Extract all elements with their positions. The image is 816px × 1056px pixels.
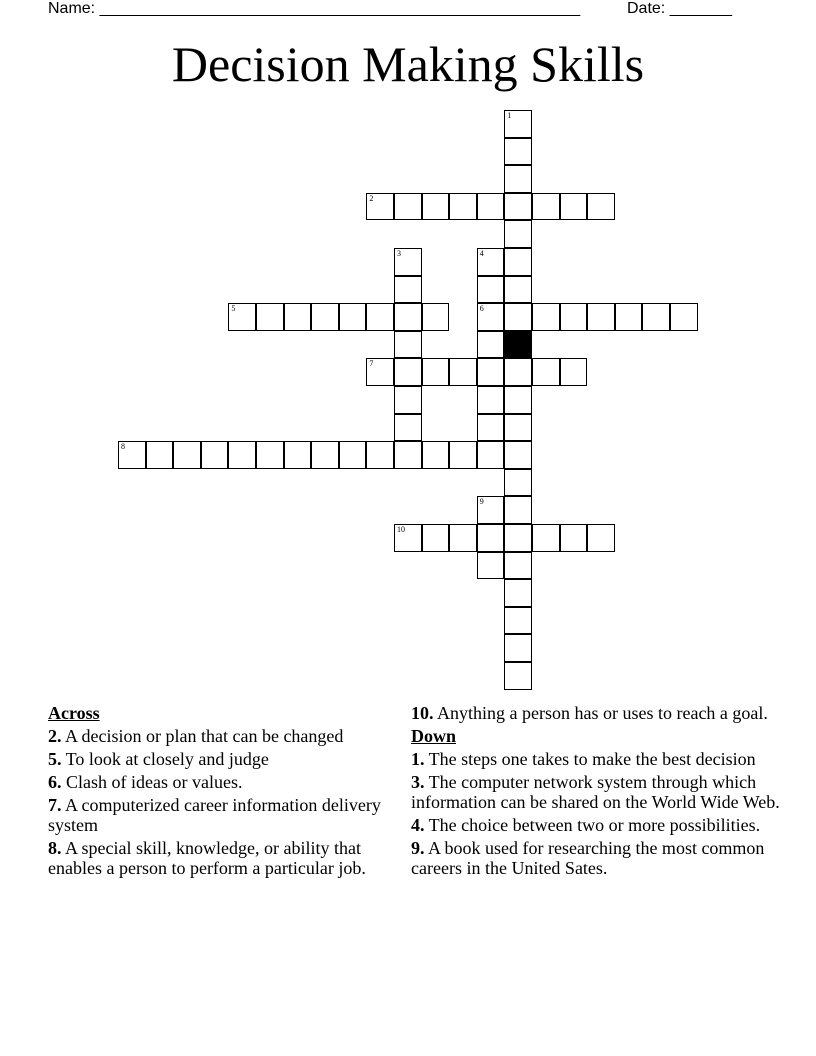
grid-cell[interactable] xyxy=(422,193,450,221)
grid-cell[interactable] xyxy=(366,303,394,331)
grid-cell[interactable] xyxy=(477,496,505,524)
page-title: Decision Making Skills xyxy=(171,36,645,92)
grid-cell[interactable] xyxy=(394,248,422,276)
across-clue-6 xyxy=(48,772,400,792)
grid-cell[interactable] xyxy=(422,441,450,469)
clue-number: 5. xyxy=(48,749,62,769)
grid-cell[interactable] xyxy=(394,414,422,442)
grid-cell[interactable] xyxy=(504,276,532,304)
clue-text: A special skill, knowledge, or ability that enables a person to perform a particular job. xyxy=(48,838,366,878)
grid-cell[interactable] xyxy=(422,358,450,386)
grid-cell[interactable] xyxy=(201,441,229,469)
cell-number: 3 xyxy=(397,249,401,258)
grid-cell[interactable] xyxy=(504,358,532,386)
down-heading: Down xyxy=(411,726,457,746)
cell-number: 2 xyxy=(369,193,374,203)
grid-cell[interactable] xyxy=(228,441,256,469)
clue-number: 4. xyxy=(411,815,425,835)
grid-cell[interactable] xyxy=(615,303,643,331)
across-heading: Across xyxy=(48,703,100,723)
grid-cell[interactable] xyxy=(504,193,532,221)
grid-cell[interactable] xyxy=(449,193,477,221)
clue-text: The computer network system through which information can be shared on the World Wide Web. xyxy=(411,772,780,812)
grid-cell[interactable] xyxy=(504,110,532,138)
grid-cell[interactable] xyxy=(311,303,339,331)
grid-cell[interactable] xyxy=(173,441,201,469)
clue-number: 1. xyxy=(411,749,425,769)
cell-number: 7 xyxy=(369,359,374,369)
grid-cell[interactable] xyxy=(504,552,532,580)
grid-black-cell xyxy=(504,331,532,359)
cell-number: 9 xyxy=(479,497,484,507)
clues-left-column xyxy=(48,703,400,881)
grid-cell[interactable] xyxy=(394,386,422,414)
grid-cell[interactable] xyxy=(642,303,670,331)
grid-cell[interactable] xyxy=(587,524,615,552)
grid-cell[interactable] xyxy=(504,248,532,276)
cell-number: 6 xyxy=(479,304,484,314)
grid-cell[interactable] xyxy=(477,386,505,414)
grid-cell[interactable] xyxy=(504,138,532,166)
grid-cell[interactable] xyxy=(504,607,532,635)
grid-cell[interactable] xyxy=(422,524,450,552)
grid-cell[interactable] xyxy=(477,414,505,442)
grid-cell[interactable] xyxy=(504,662,532,690)
grid-cell[interactable] xyxy=(477,524,505,552)
grid-cell[interactable] xyxy=(587,193,615,221)
grid-cell[interactable] xyxy=(394,276,422,304)
clue-number: 3. xyxy=(411,772,425,792)
grid-cell[interactable] xyxy=(284,303,312,331)
clue-text: The choice between two or more possibilities. xyxy=(424,815,761,835)
clue-text: To look at closely and judge xyxy=(61,749,269,769)
grid-cell[interactable] xyxy=(311,441,339,469)
grid-cell[interactable] xyxy=(449,358,477,386)
grid-cell[interactable] xyxy=(477,441,505,469)
clue-text: A decision or plan that can be changed xyxy=(61,726,344,746)
grid-cell[interactable] xyxy=(118,441,146,469)
across-clue-5 xyxy=(48,749,400,769)
grid-cell[interactable] xyxy=(146,441,174,469)
grid-cell[interactable] xyxy=(477,331,505,359)
grid-cell[interactable] xyxy=(477,358,505,386)
clue-number: 2. xyxy=(48,726,62,746)
clue-text: A book used for researching the most common careers in the United Sates. xyxy=(411,838,765,878)
grid-cell[interactable] xyxy=(560,358,588,386)
grid-cell[interactable] xyxy=(504,524,532,552)
grid-cell[interactable] xyxy=(560,193,588,221)
date-field[interactable]: Date: _______ xyxy=(627,0,732,17)
grid-cell[interactable] xyxy=(587,303,615,331)
down-clue-9 xyxy=(411,838,781,878)
grid-cell[interactable] xyxy=(339,303,367,331)
cell-number: 5 xyxy=(231,304,236,314)
grid-cell[interactable] xyxy=(366,358,394,386)
grid-cell[interactable] xyxy=(449,441,477,469)
grid-cell[interactable] xyxy=(504,634,532,662)
clues-right-column xyxy=(411,703,781,881)
across-clue-10 xyxy=(411,703,781,723)
clue-text: The steps one takes to make the best decision xyxy=(424,749,756,769)
grid-cell[interactable] xyxy=(504,303,532,331)
down-clue-3 xyxy=(411,772,781,812)
grid-cell[interactable] xyxy=(532,193,560,221)
grid-cell[interactable] xyxy=(394,441,422,469)
clue-number: 7. xyxy=(48,795,62,815)
grid-cell[interactable] xyxy=(504,496,532,524)
grid-cell[interactable] xyxy=(670,303,698,331)
grid-cell[interactable] xyxy=(477,276,505,304)
cell-number: 1 xyxy=(507,111,512,120)
grid-cell[interactable] xyxy=(256,441,284,469)
grid-cell[interactable] xyxy=(256,303,284,331)
grid-cell[interactable] xyxy=(560,303,588,331)
clue-number: 10. xyxy=(411,703,434,723)
grid-cell[interactable] xyxy=(477,193,505,221)
name-field[interactable]: Name: ______________________________________________________ xyxy=(48,0,581,17)
clue-number: 8. xyxy=(48,838,62,858)
grid-cell[interactable] xyxy=(477,248,505,276)
grid-cell[interactable] xyxy=(394,303,422,331)
down-clue-1 xyxy=(411,749,781,769)
grid-cell[interactable] xyxy=(449,524,477,552)
across-clue-2 xyxy=(48,726,400,746)
grid-cell[interactable] xyxy=(477,303,505,331)
grid-cell[interactable] xyxy=(504,469,532,497)
down-clue-4 xyxy=(411,815,781,835)
grid-cell[interactable] xyxy=(394,331,422,359)
grid-cell[interactable] xyxy=(504,220,532,248)
grid-cell[interactable] xyxy=(560,524,588,552)
clue-text: A computerized career information delivery system xyxy=(48,795,381,835)
grid-cell[interactable] xyxy=(477,552,505,580)
cell-number: 4 xyxy=(479,249,484,258)
clue-number: 6. xyxy=(48,772,62,792)
grid-cell[interactable] xyxy=(504,441,532,469)
grid-cell[interactable] xyxy=(422,303,450,331)
grid-cell[interactable] xyxy=(504,414,532,442)
cell-number: 8 xyxy=(121,442,125,452)
grid-cell[interactable] xyxy=(504,165,532,193)
grid-cell[interactable] xyxy=(394,524,422,552)
grid-cell[interactable] xyxy=(394,193,422,221)
grid-cell[interactable] xyxy=(284,441,312,469)
grid-cell[interactable] xyxy=(339,441,367,469)
grid-cell[interactable] xyxy=(228,303,256,331)
grid-cell[interactable] xyxy=(504,579,532,607)
clue-text: Clash of ideas or values. xyxy=(61,772,243,792)
across-clue-7 xyxy=(48,795,400,835)
clue-number: 9. xyxy=(411,838,425,858)
cell-number: 10 xyxy=(397,525,405,534)
grid-cell[interactable] xyxy=(532,358,560,386)
grid-cell[interactable] xyxy=(366,193,394,221)
grid-cell[interactable] xyxy=(504,386,532,414)
across-clue-8 xyxy=(48,838,400,878)
grid-cell[interactable] xyxy=(394,358,422,386)
grid-cell[interactable] xyxy=(366,441,394,469)
clue-text: Anything a person has or uses to reach a goal. xyxy=(433,703,768,723)
grid-cell[interactable] xyxy=(532,303,560,331)
grid-cell[interactable] xyxy=(532,524,560,552)
